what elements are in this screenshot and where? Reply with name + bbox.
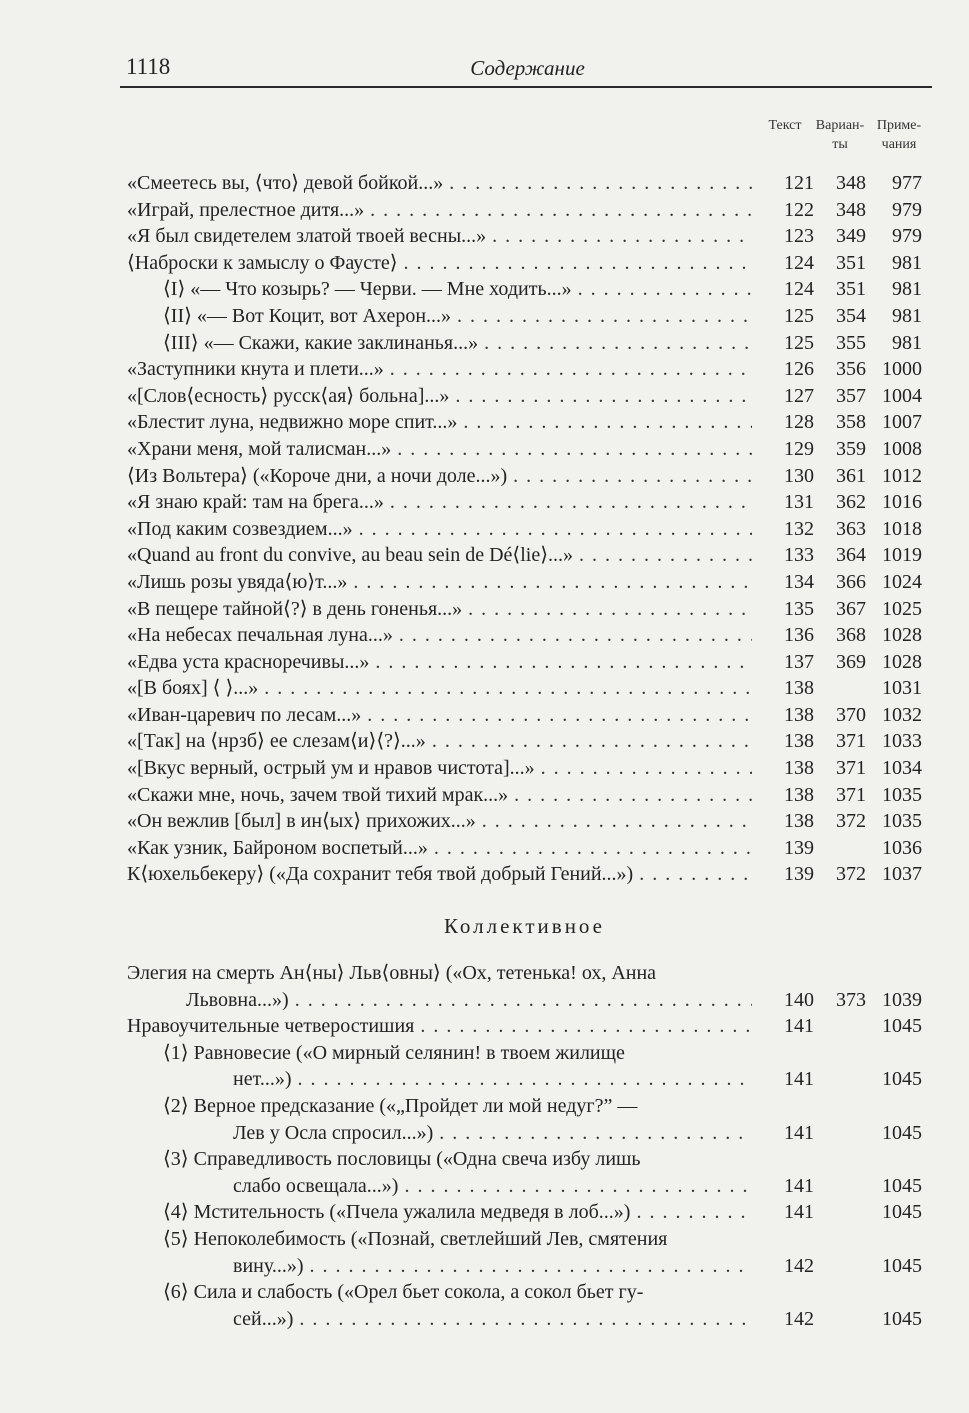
page-text: 126 xyxy=(784,358,814,381)
entry-title: нет...») xyxy=(233,1068,292,1091)
page-variants: 357 xyxy=(836,384,866,407)
page-variants: 361 xyxy=(836,464,866,487)
toc-entry xyxy=(127,436,922,463)
dot-leader xyxy=(573,542,752,569)
entry-title: вину...») xyxy=(233,1254,304,1277)
page-variants xyxy=(814,835,866,862)
page-notes: 1028 xyxy=(882,624,922,647)
toc-entry xyxy=(127,1279,922,1332)
toc-line xyxy=(127,1013,922,1040)
toc-line xyxy=(127,330,922,357)
dot-leader xyxy=(451,303,752,330)
dot-leader xyxy=(476,808,752,835)
page-text: 139 xyxy=(784,863,814,886)
page-text: 131 xyxy=(784,491,814,514)
dot-leader xyxy=(364,197,752,224)
entry-title: «Блестит луна, недвижно море спит...» xyxy=(127,411,458,434)
dot-leader xyxy=(457,409,752,436)
page-text: 142 xyxy=(784,1254,814,1277)
toc-entry xyxy=(127,808,922,835)
entry-title: «Скажи мне, ночь, зачем твой тихий мрак...» xyxy=(127,783,509,806)
entry-title: ⟨5⟩ Непоколебимость («Познай, светлейший Лев, смятения xyxy=(163,1227,668,1250)
page-notes: 1039 xyxy=(882,988,922,1011)
page-variants xyxy=(814,1013,866,1040)
entry-title: ⟨Из Вольтера⟩ («Короче дни, а ночи доле...») xyxy=(127,464,508,487)
page-notes: 981 xyxy=(892,331,922,354)
toc-line xyxy=(127,197,922,224)
entry-title: ⟨2⟩ Верное предсказание («„Пройдет ли мой недуг?” — xyxy=(163,1095,638,1117)
toc-line xyxy=(127,1199,922,1226)
page-notes: 1035 xyxy=(882,783,922,806)
page-notes: 1045 xyxy=(882,1068,922,1091)
toc-entry xyxy=(127,622,922,649)
entry-title: ⟨4⟩ Мстительность («Пчела ужалила медведя в лоб...») xyxy=(163,1201,631,1224)
page-notes: 979 xyxy=(892,198,922,221)
page-notes: 1045 xyxy=(882,1121,922,1144)
toc-line xyxy=(127,649,922,676)
dot-leader xyxy=(369,649,752,676)
toc-entry xyxy=(127,170,922,197)
page-text: 128 xyxy=(784,411,814,434)
page-variants: 349 xyxy=(836,225,866,248)
page-notes: 1025 xyxy=(882,597,922,620)
entry-title: «Едва уста красноречивы...» xyxy=(127,650,370,673)
dot-leader xyxy=(535,755,752,782)
entry-title: Лев у Осла спросил...») xyxy=(233,1121,434,1144)
page-text: 127 xyxy=(784,384,814,407)
page-text: 130 xyxy=(784,464,814,487)
page-variants: 371 xyxy=(836,783,866,806)
dot-leader xyxy=(478,330,752,357)
entry-title: Элегия на смерть Ан⟨ны⟩ Льв⟨овны⟩ («Ох, тетенька! ох, Анна xyxy=(127,962,657,985)
dot-leader xyxy=(304,1253,752,1280)
toc-entry xyxy=(127,356,922,383)
toc-line xyxy=(127,782,922,809)
toc-line xyxy=(127,702,922,729)
entry-title: «Я знаю край: там на брега...» xyxy=(127,491,384,514)
dot-leader xyxy=(486,223,752,250)
entry-title: ⟨3⟩ Справедливость пословицы («Одна свеча избу лишь xyxy=(163,1148,641,1171)
page-variants xyxy=(814,1253,866,1280)
page-notes: 981 xyxy=(892,278,922,301)
dot-leader xyxy=(428,835,752,862)
toc-line xyxy=(127,170,922,197)
toc-line xyxy=(127,1040,922,1067)
column-header-variants: Вариан- ты xyxy=(815,118,865,152)
page-notes: 1045 xyxy=(882,1254,922,1277)
page-notes: 1008 xyxy=(882,437,922,460)
toc-line xyxy=(127,516,922,543)
entry-title: ⟨1⟩ Равновесие («О мирный селянин! в твоем жилище xyxy=(163,1041,625,1064)
toc-line xyxy=(127,1093,922,1120)
dot-leader xyxy=(398,1173,752,1200)
toc-line xyxy=(127,987,922,1014)
entry-title: «[В боях] ⟨ ⟩...» xyxy=(127,677,259,700)
page-text: 135 xyxy=(784,597,814,620)
toc-entry xyxy=(127,569,922,596)
page-notes: 1012 xyxy=(882,464,922,487)
page-variants: 371 xyxy=(836,730,866,753)
page-variants: 369 xyxy=(836,650,866,673)
page-variants xyxy=(814,675,866,702)
page-text: 132 xyxy=(784,517,814,540)
toc-line xyxy=(127,436,922,463)
page-variants: 356 xyxy=(836,358,866,381)
page-variants: 367 xyxy=(836,597,866,620)
toc-line xyxy=(127,835,922,862)
page-text: 138 xyxy=(784,757,814,780)
toc-line xyxy=(127,1173,922,1200)
page-text: 138 xyxy=(784,677,814,700)
page-notes: 1028 xyxy=(882,650,922,673)
page-text: 141 xyxy=(784,1068,814,1091)
page-text: 140 xyxy=(784,988,814,1011)
page-text: 141 xyxy=(784,1174,814,1197)
toc-line xyxy=(127,1253,922,1280)
page-notes: 1037 xyxy=(882,863,922,886)
page-notes: 1018 xyxy=(882,517,922,540)
toc-entry xyxy=(127,1226,922,1279)
page-variants: 371 xyxy=(836,757,866,780)
entry-title: сей...») xyxy=(233,1307,294,1330)
toc-entry xyxy=(127,1146,922,1199)
toc-entry xyxy=(127,1040,922,1093)
page-text: 124 xyxy=(784,278,814,301)
page-notes: 981 xyxy=(892,304,922,327)
page-notes: 1045 xyxy=(882,1015,922,1038)
page-text: 141 xyxy=(784,1015,814,1038)
page-variants: 354 xyxy=(836,304,866,327)
entry-title: слабо освещала...») xyxy=(233,1174,399,1197)
entry-title: «В пещере тайной⟨?⟩ в день гоненья...» xyxy=(127,597,463,620)
dot-leader xyxy=(443,170,752,197)
page-variants: 355 xyxy=(836,331,866,354)
toc-entry xyxy=(127,197,922,224)
toc-line xyxy=(127,808,922,835)
page-notes: 977 xyxy=(892,172,922,194)
toc-entry xyxy=(127,223,922,250)
toc-line xyxy=(127,409,922,436)
toc-line xyxy=(127,1279,922,1306)
entry-title: «Заступники кнута и плети...» xyxy=(127,358,384,381)
page-text: 138 xyxy=(784,703,814,726)
dot-leader xyxy=(384,356,752,383)
page-variants: 372 xyxy=(836,810,866,833)
page-text: 138 xyxy=(784,810,814,833)
toc-entry xyxy=(127,489,922,516)
entry-title: «На небесах печальная луна...» xyxy=(127,624,393,647)
page-text: 125 xyxy=(784,331,814,354)
toc-line xyxy=(127,622,922,649)
toc-entry xyxy=(127,835,922,862)
page-variants: 370 xyxy=(836,703,866,726)
toc-line xyxy=(127,960,922,987)
page-variants: 351 xyxy=(836,251,866,274)
toc-entry xyxy=(127,276,922,303)
toc-entry xyxy=(127,1199,922,1226)
page-text: 141 xyxy=(784,1201,814,1224)
dot-leader xyxy=(633,861,752,888)
page-text: 138 xyxy=(784,783,814,806)
entry-title: «[Так] на ⟨нрзб⟩ ее слезам⟨и⟩⟨?⟩...» xyxy=(127,730,426,753)
entry-title: «Как узник, Байроном воспетый...» xyxy=(127,836,428,859)
entry-title: ⟨III⟩ «— Скажи, какие заклинанья...» xyxy=(163,331,479,354)
page-text: 133 xyxy=(784,544,814,567)
dot-leader xyxy=(391,436,752,463)
toc-entry xyxy=(127,649,922,676)
toc-entry xyxy=(127,675,922,702)
page-notes: 1032 xyxy=(882,703,922,726)
entry-title: «Я был свидетелем златой твоей весны...» xyxy=(127,225,487,248)
entry-title: «Иван-царевич по лесам...» xyxy=(127,703,362,726)
toc-entry xyxy=(127,516,922,543)
page-notes: 1036 xyxy=(882,836,922,859)
page-text: 121 xyxy=(784,172,814,194)
entry-title: ⟨Наброски к замыслу о Фаусте⟩ xyxy=(127,251,398,274)
page-text: 142 xyxy=(784,1307,814,1330)
toc-entry xyxy=(127,303,922,330)
toc-entry xyxy=(127,409,922,436)
toc-line xyxy=(127,1120,922,1147)
page-notes: 1033 xyxy=(882,730,922,753)
page-variants xyxy=(814,1173,866,1200)
page-notes: 979 xyxy=(892,225,922,248)
entry-title: «[Слов⟨есность⟩ русск⟨ая⟩ больна]...» xyxy=(127,384,450,407)
toc-line xyxy=(127,861,922,888)
dot-leader xyxy=(353,516,752,543)
dot-leader xyxy=(630,1199,752,1226)
entry-title: «Смеетесь вы, ⟨что⟩ девой бойкой...» xyxy=(127,172,444,194)
page-variants: 359 xyxy=(836,437,866,460)
toc-entry xyxy=(127,250,922,277)
entry-title: «Храни меня, мой талисман...» xyxy=(127,437,392,460)
page-variants xyxy=(814,1199,866,1226)
page-notes: 1004 xyxy=(882,384,922,407)
page-variants: 358 xyxy=(836,411,866,434)
entry-title: «[Вкус верный, острый ум и нравов чистота]...» xyxy=(127,757,535,780)
toc-line xyxy=(127,383,922,410)
toc-line xyxy=(127,542,922,569)
dot-leader xyxy=(433,1120,752,1147)
entry-title: «Лишь розы увяда⟨ю⟩т...» xyxy=(127,570,348,593)
dot-leader xyxy=(462,596,752,623)
toc-line xyxy=(127,489,922,516)
dot-leader xyxy=(393,622,752,649)
page-variants: 372 xyxy=(836,863,866,886)
toc-line xyxy=(127,569,922,596)
dot-leader xyxy=(572,276,752,303)
page-variants: 363 xyxy=(836,517,866,540)
toc-line xyxy=(127,755,922,782)
page-notes: 1016 xyxy=(882,491,922,514)
page-text: 136 xyxy=(784,624,814,647)
toc-line xyxy=(127,596,922,623)
page-notes: 1045 xyxy=(882,1201,922,1224)
entry-title: «Quand au front du convive, au beau sein de Dé⟨lie⟩...» xyxy=(127,544,574,567)
dot-leader xyxy=(347,569,752,596)
toc-entry xyxy=(127,1093,922,1146)
page-text: 123 xyxy=(784,225,814,248)
toc-entry xyxy=(127,596,922,623)
toc-line xyxy=(127,463,922,490)
dot-leader xyxy=(414,1013,752,1040)
page-variants: 366 xyxy=(836,570,866,593)
page-variants: 364 xyxy=(836,544,866,567)
toc-line xyxy=(127,223,922,250)
toc-line xyxy=(127,675,922,702)
header-rule xyxy=(120,86,932,88)
entry-title: ⟨I⟩ «— Что козырь? — Черви. — Мне ходить...» xyxy=(163,278,572,301)
entry-title: «Играй, прелестное дитя...» xyxy=(127,198,365,221)
toc-line xyxy=(127,728,922,755)
toc-entry xyxy=(127,463,922,490)
toc-line xyxy=(127,250,922,277)
entry-title: «Под каким созвездием...» xyxy=(127,517,353,540)
toc-entry xyxy=(127,383,922,410)
toc-entry xyxy=(127,330,922,357)
toc-line xyxy=(127,356,922,383)
page-variants: 348 xyxy=(836,198,866,221)
page-variants xyxy=(814,1120,866,1147)
entry-title: «Он вежлив [был] в ин⟨ых⟩ прихожих...» xyxy=(127,810,476,833)
toc-entry xyxy=(127,960,922,1013)
entry-title: Львовна...») xyxy=(186,988,289,1011)
dot-leader xyxy=(293,1306,752,1333)
page-notes: 1045 xyxy=(882,1174,922,1197)
section-heading: Коллективное xyxy=(443,914,606,939)
page-text: 134 xyxy=(784,570,814,593)
page-variants: 368 xyxy=(836,624,866,647)
page-text: 122 xyxy=(784,198,814,221)
toc-line xyxy=(127,1066,922,1093)
page-notes: 1034 xyxy=(882,757,922,780)
page-notes: 1024 xyxy=(882,570,922,593)
dot-leader xyxy=(289,987,752,1014)
toc-entry xyxy=(127,702,922,729)
entry-title: Нравоучительные четверостишия xyxy=(127,1015,415,1038)
page-notes: 1019 xyxy=(882,544,922,567)
dot-leader xyxy=(426,728,752,755)
toc-line xyxy=(127,1306,922,1333)
toc-entry xyxy=(127,542,922,569)
toc-line xyxy=(127,1146,922,1173)
running-title: Содержание xyxy=(470,56,585,80)
dot-leader xyxy=(291,1066,752,1093)
column-header-notes: Приме- чания xyxy=(876,118,922,152)
page-variants xyxy=(814,1306,866,1333)
toc-line xyxy=(127,303,922,330)
page-text: 138 xyxy=(784,730,814,753)
toc-entry xyxy=(127,1013,922,1040)
dot-leader xyxy=(508,782,752,809)
page-number: 1118 xyxy=(126,54,171,79)
page-text: 124 xyxy=(784,251,814,274)
page-notes: 1045 xyxy=(882,1307,922,1330)
page-notes: 1035 xyxy=(882,810,922,833)
entry-title: К⟨юхельбекеру⟩ («Да сохранит тебя твой добрый Гений...») xyxy=(127,863,634,886)
page-variants: 362 xyxy=(836,491,866,514)
dot-leader xyxy=(258,675,752,702)
page-variants: 351 xyxy=(836,278,866,301)
dot-leader xyxy=(384,489,752,516)
page-text: 139 xyxy=(784,836,814,859)
page-variants xyxy=(814,1066,866,1093)
dot-leader xyxy=(361,702,752,729)
entry-title: ⟨II⟩ «— Вот Коцит, вот Ахерон...» xyxy=(163,304,452,327)
page-notes: 1007 xyxy=(882,411,922,434)
page-variants: 348 xyxy=(836,172,866,194)
page-notes: 1000 xyxy=(882,358,922,381)
page-notes: 981 xyxy=(892,251,922,274)
toc-entry xyxy=(127,861,922,888)
page-text: 141 xyxy=(784,1121,814,1144)
toc-entry xyxy=(127,728,922,755)
page-text: 137 xyxy=(784,650,814,673)
page-text: 125 xyxy=(784,304,814,327)
page-text: 129 xyxy=(784,437,814,460)
table-of-contents xyxy=(127,170,922,1332)
toc-line xyxy=(127,276,922,303)
dot-leader xyxy=(449,383,752,410)
toc-entry xyxy=(127,755,922,782)
page-notes: 1031 xyxy=(882,677,922,700)
toc-entry xyxy=(127,782,922,809)
toc-line xyxy=(127,1226,922,1253)
dot-leader xyxy=(507,463,752,490)
dot-leader xyxy=(398,250,753,277)
entry-title: ⟨6⟩ Сила и слабость («Орел бьет сокола, а сокол бьет гу- xyxy=(163,1281,644,1304)
page-variants: 373 xyxy=(836,988,866,1011)
column-header-text: Текст xyxy=(768,118,802,133)
